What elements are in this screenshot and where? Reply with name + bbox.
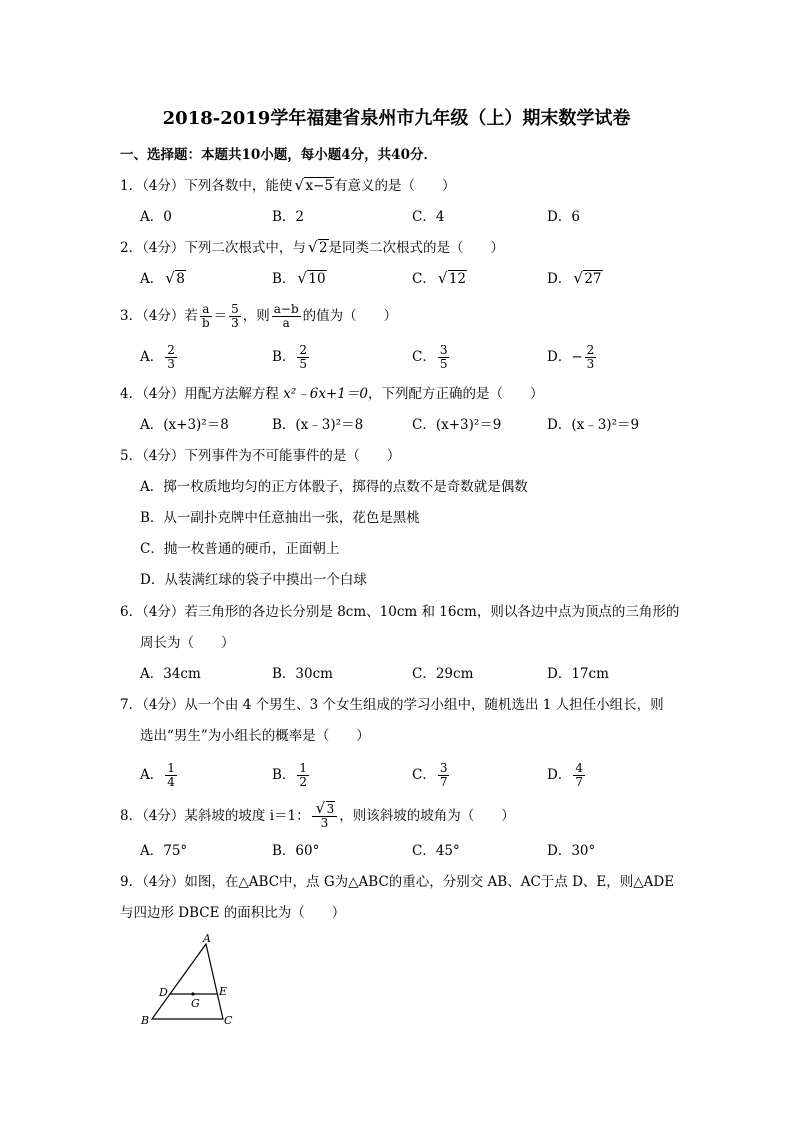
q8-option-b[interactable]: B．60° — [272, 843, 320, 859]
q7-option-d[interactable]: D． $\frac{4}{7}$ — [547, 761, 583, 789]
q6-option-d[interactable]: D．17cm — [547, 666, 609, 682]
question-5: 5．（4分）下列事件为不可能事件的是（ ） — [120, 448, 401, 464]
question-3: 3．（4分）若 $\frac{a}{b}$ ＝ $\frac{5}{3}$ ，则 $\frac{a-b}{a}$ 的值为（ ） — [120, 302, 398, 330]
question-7-line2: 选出“男生”为小组长的概率是（ ） — [140, 728, 370, 744]
q4-option-a[interactable]: A．(x+3)²＝8 — [140, 417, 229, 433]
fraction: $\frac{a-b}{a}$ — [273, 302, 299, 330]
q1-suffix: 有意义的是（ ） — [333, 178, 456, 194]
radical: √ x−5 — [294, 176, 333, 194]
q5-option-d[interactable]: D．从装满红球的袋子中摸出一个白球 — [140, 572, 367, 588]
q4-option-c[interactable]: C．(x+3)²＝9 — [412, 417, 502, 433]
q5-option-a[interactable]: A．掷一枚质地均匀的正方体骰子，掷得的点数不是奇数就是偶数 — [140, 479, 528, 495]
radical: √ 2 — [307, 238, 328, 256]
q1-option-c[interactable]: C．4 — [412, 209, 445, 225]
label-c: C — [224, 1014, 233, 1027]
question-9-line1: 9．（4分）如图，在△ABC中，点 G为△ABC的重心，分别交 AB、AC于点 D、E，则△ADE — [120, 874, 675, 890]
question-2 — [120, 239, 504, 257]
q3-option-d[interactable]: D．− $\frac{2}{3}$ — [547, 343, 595, 371]
question-8: 8．（4分）某斜坡的坡度 i＝1： √ 3 3 ，则该斜坡的坡角为（ ） — [120, 799, 515, 830]
q8-option-c[interactable]: C．45° — [412, 843, 460, 859]
q1-option-d[interactable]: D．6 — [547, 209, 580, 225]
q7-option-c[interactable]: C． $\frac{3}{7}$ — [412, 761, 448, 789]
question-4: 4．（4分）用配方法解方程 x²﹣6x+1＝0，下列配方正确的是（ ） — [120, 386, 544, 402]
q4-option-b[interactable]: B．(x﹣3)²＝8 — [272, 417, 364, 433]
q6-option-a[interactable]: A．34cm — [140, 666, 201, 682]
q2-option-a[interactable]: A． √ 8 — [140, 269, 185, 287]
label-a: A — [203, 932, 211, 945]
question-1 — [120, 177, 455, 195]
question-7-line1: 7．（4分）从一个由 4 个男生、3 个女生组成的学习小组中，随机选出 1 人担任小组长，则 — [120, 697, 664, 713]
question-6-line1: 6．（4分）若三角形的各边长分别是 8cm、10cm 和 16cm，则以各边中点为顶点的三角形的 — [120, 604, 680, 620]
q1-prefix: 1．（4分）下列各数中，能使 — [120, 178, 293, 194]
q2-option-b[interactable]: B． √ 10 — [272, 269, 326, 287]
triangle-figure — [135, 930, 245, 1030]
fraction: $\frac{5}{3}$ — [231, 302, 239, 330]
question-6-line2: 周长为（ ） — [140, 635, 235, 651]
q1-option-b[interactable]: B．2 — [272, 209, 305, 225]
q2-option-c[interactable]: C． √ 12 — [412, 269, 467, 287]
q2-suffix: 是同类二次根式的是（ ） — [328, 240, 505, 256]
q7-option-b[interactable]: B． $\frac{1}{2}$ — [272, 761, 308, 789]
q3-option-b[interactable]: B． $\frac{2}{5}$ — [272, 343, 308, 371]
page-title: 2018-2019学年福建省泉州市九年级（上）期末数学试卷 — [162, 108, 631, 129]
q6-option-b[interactable]: B．30cm — [272, 666, 333, 682]
q7-option-a[interactable]: A． $\frac{1}{4}$ — [140, 761, 175, 789]
q5-option-b[interactable]: B．从一副扑克牌中任意抽出一张，花色是黑桃 — [140, 510, 420, 526]
q3-option-a[interactable]: A． $\frac{2}{3}$ — [140, 343, 175, 371]
label-b: B — [141, 1014, 150, 1027]
section-heading: 一、选择题：本题共10小题，每小题4分，共40分． — [120, 147, 437, 163]
q3-option-c[interactable]: C． $\frac{3}{5}$ — [412, 343, 448, 371]
centroid-point — [191, 992, 194, 995]
label-d: D — [159, 986, 168, 999]
question-9-line2: 与四边形 DBCE 的面积比为（ ） — [120, 905, 346, 921]
fraction: √ 3 3 — [312, 803, 338, 830]
fraction: $\frac{a}{b}$ — [201, 302, 210, 330]
q8-option-d[interactable]: D．30° — [547, 843, 596, 859]
q8-option-a[interactable]: A．75° — [140, 843, 188, 859]
q1-option-a[interactable]: A．0 — [140, 209, 172, 225]
q4-option-d[interactable]: D．(x﹣3)²＝9 — [547, 417, 640, 433]
q2-prefix: 2．（4分）下列二次根式中，与 — [120, 240, 306, 256]
triangle-abc — [152, 944, 223, 1019]
q2-option-d[interactable]: D． √ 27 — [547, 269, 602, 287]
label-e: E — [219, 985, 228, 998]
q6-option-c[interactable]: C．29cm — [412, 666, 474, 682]
label-g: G — [191, 997, 200, 1010]
q5-option-c[interactable]: C．抛一枚普通的硬币，正面朝上 — [140, 541, 340, 557]
